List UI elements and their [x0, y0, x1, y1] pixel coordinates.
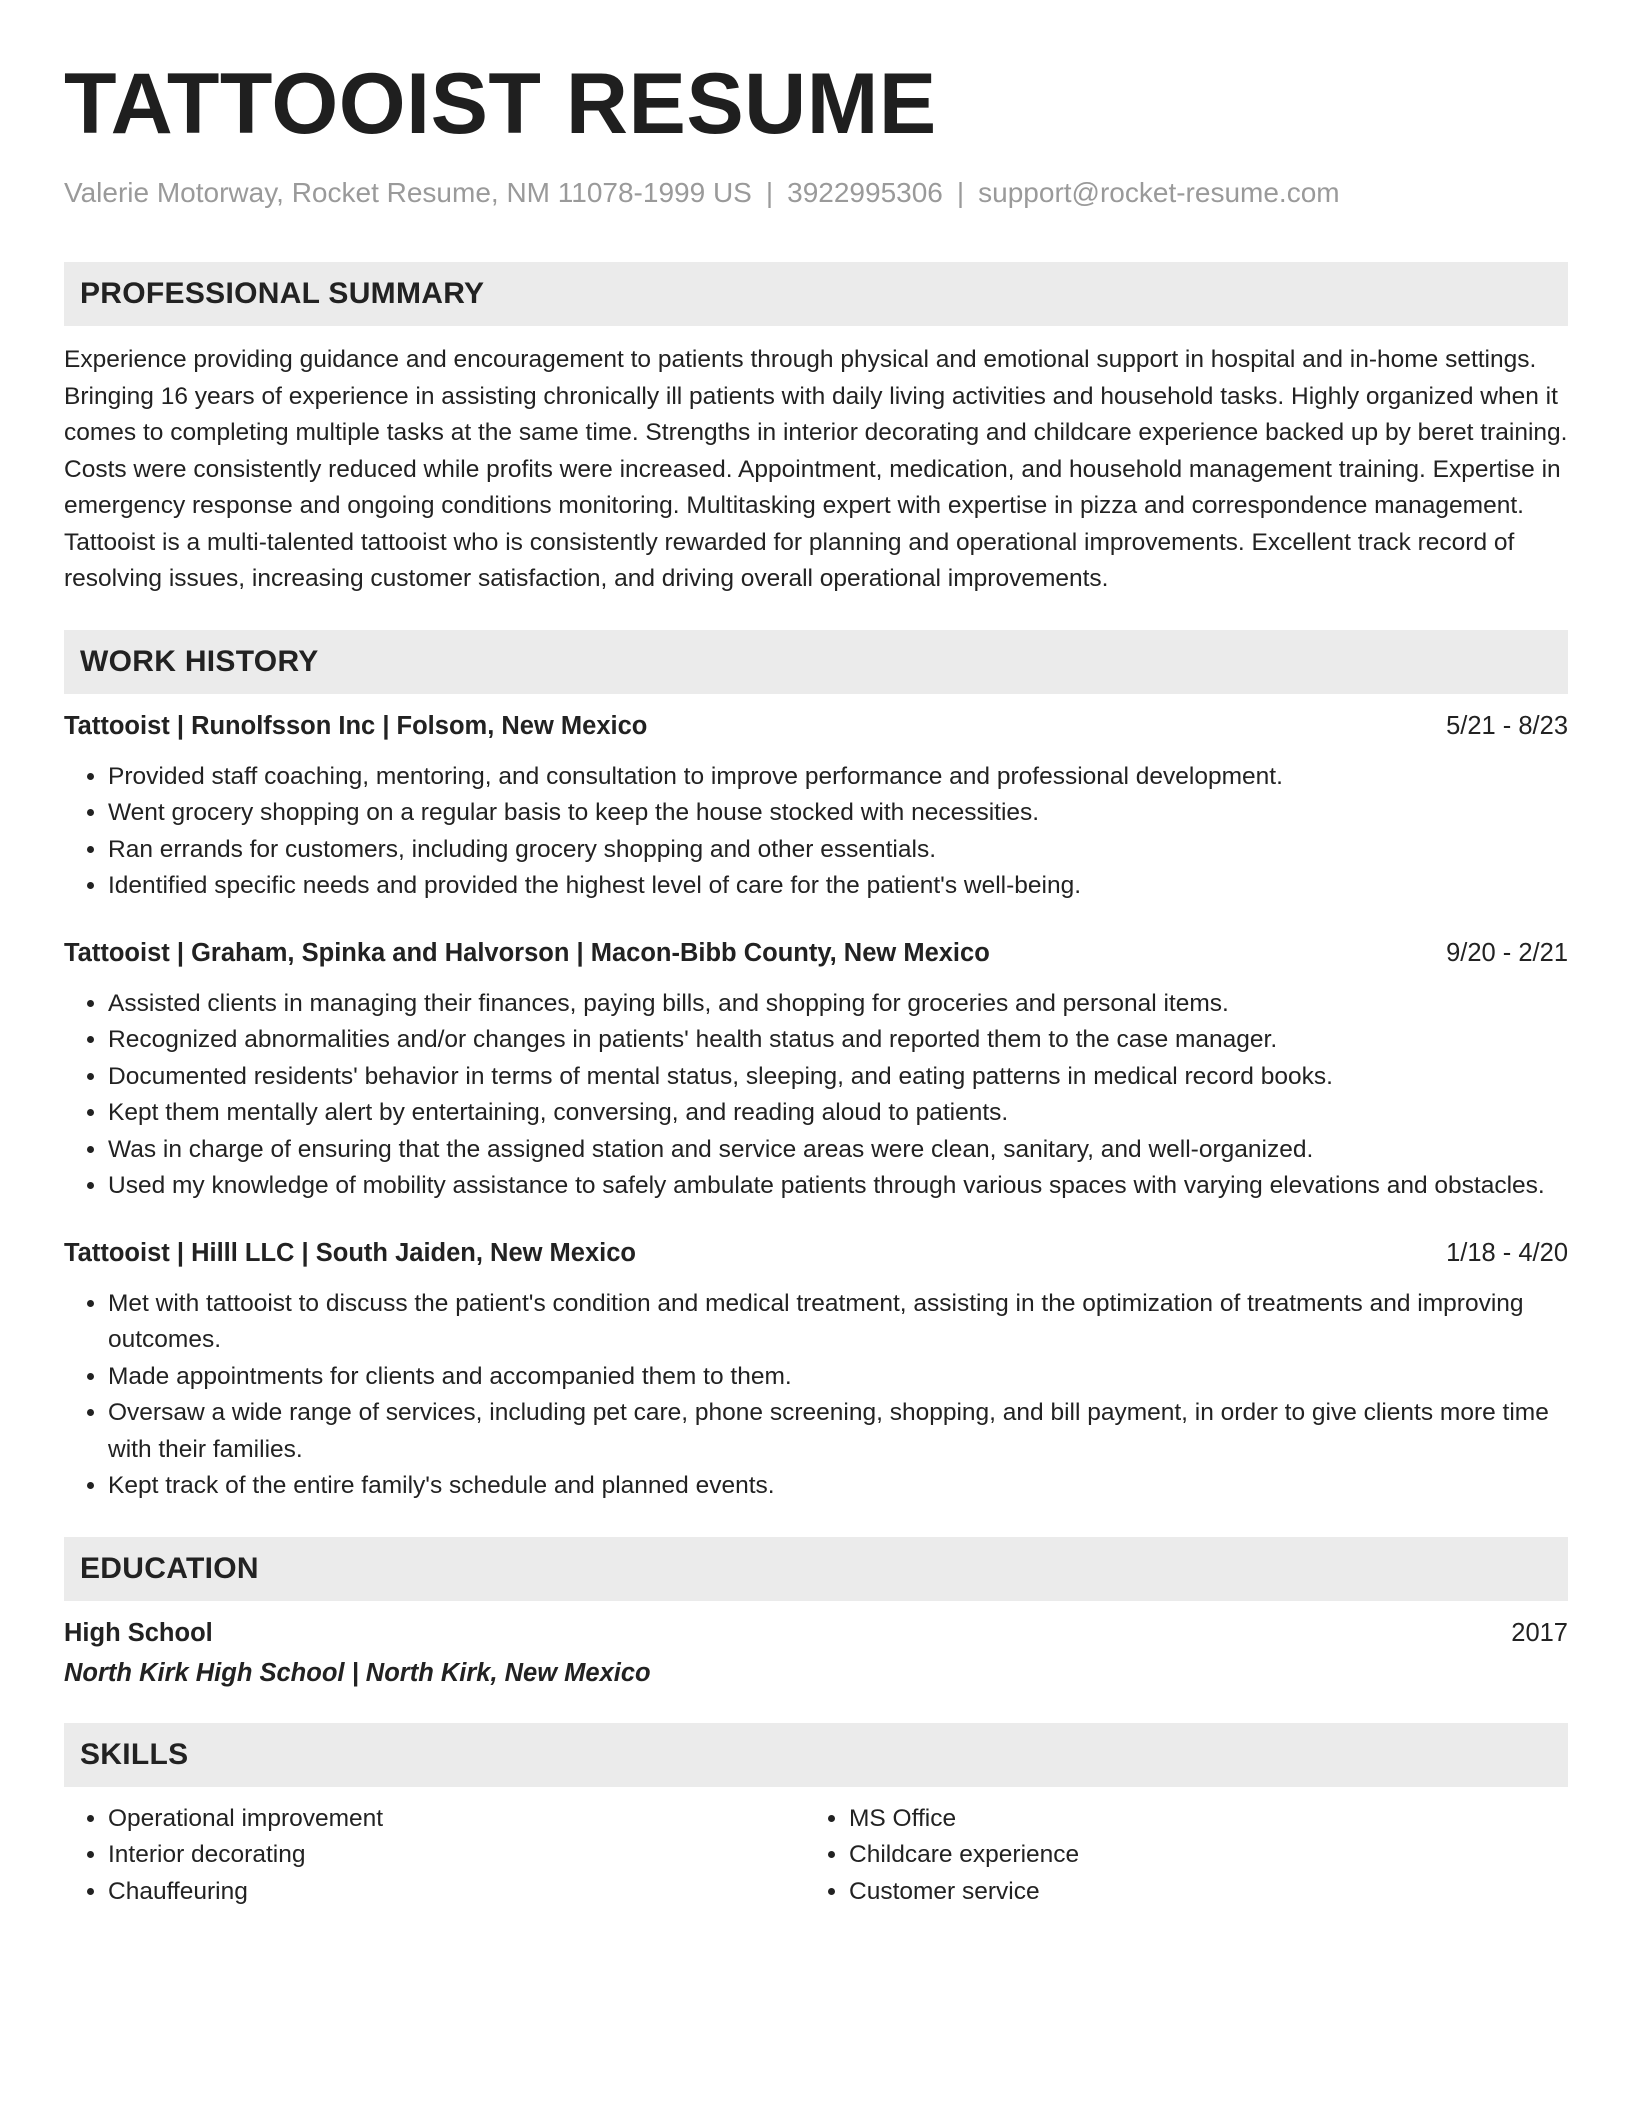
section-header-skills: SKILLS — [64, 1723, 1568, 1787]
skill-item: • Chauffeuring — [108, 1874, 805, 1911]
resume-title: TATTOOIST RESUME — [64, 56, 937, 152]
job-bullet: • Oversaw a wide range of services, including pet care, phone screening, shopping, and bill payment, in order to give clients more time with their families. — [108, 1395, 1568, 1468]
job-bullet: • Used my knowledge of mobility assistance to safely ambulate patients through various spaces with varying elevations and obstacles. — [108, 1168, 1568, 1205]
job-dates: 5/21 - 8/23 — [1446, 711, 1568, 740]
education-year: 2017 — [1511, 1618, 1568, 1647]
skill-item: • Operational improvement — [108, 1801, 805, 1838]
job-bullet: • Kept them mentally alert by entertaining, conversing, and reading aloud to patients. — [108, 1095, 1568, 1132]
contact-address: Valerie Motorway, Rocket Resume, NM 11078-1999 US — [64, 177, 752, 208]
job-dates: 1/18 - 4/20 — [1446, 1238, 1568, 1267]
skill-item: • MS Office — [849, 1801, 1546, 1838]
job-bullet: • Went grocery shopping on a regular basis to keep the house stocked with necessities. — [108, 795, 1568, 832]
contact-line — [64, 176, 1568, 210]
education-degree: High School — [64, 1618, 213, 1647]
contact-separator: | — [956, 177, 965, 208]
job-dates: 9/20 - 2/21 — [1446, 938, 1568, 967]
job-header — [64, 1235, 1568, 1271]
job-bullet: • Documented residents' behavior in terms of mental status, sleeping, and eating patterns in medical record books. — [108, 1059, 1568, 1096]
job-entry — [64, 1235, 1568, 1505]
summary-text: Experience providing guidance and encouragement to patients through physical and emotional support in hospital and in-home settings. Bringing 16 years of experience in assisting chronically ill patients with daily living activities and household tasks. Highly organized when it comes to completing multiple tasks at the same time. Strengths in interior decorating and childcare experience backed up by beret training. Costs were consistently reduced while profits were increased. Appointment, medication, and household management training. Expertise in emergency response and ongoing conditions monitoring. Multitasking expert with expertise in pizza and correspondence management. Tattooist is a multi-talented tattooist who is consistently rewarded for planning and operational improvements. Excellent track record of resolving issues, increasing customer satisfaction, and driving overall operational improvements. — [64, 346, 1568, 592]
skills-column-right — [805, 1801, 1546, 1911]
job-bullets — [64, 986, 1568, 1205]
job-bullets — [64, 1286, 1568, 1505]
job-bullet: • Met with tattooist to discuss the patient's condition and medical treatment, assisting in the optimization of treatments and improving outcomes. — [108, 1286, 1568, 1359]
job-entry — [64, 935, 1568, 1205]
job-bullets — [64, 759, 1568, 905]
skill-item: • Interior decorating — [108, 1837, 805, 1874]
education-header — [64, 1615, 1568, 1651]
contact-phone: 3922995306 — [787, 177, 943, 208]
job-entry — [64, 708, 1568, 905]
skill-item: • Childcare experience — [849, 1837, 1546, 1874]
job-bullet: • Assisted clients in managing their finances, paying bills, and shopping for groceries and personal items. — [108, 986, 1568, 1023]
job-bullet: • Recognized abnormalities and/or changes in patients' health status and reported them to the case manager. — [108, 1022, 1568, 1059]
section-header-work-history: WORK HISTORY — [64, 630, 1568, 694]
job-title: Tattooist | Graham, Spinka and Halvorson | Macon-Bibb County, New Mexico — [64, 938, 990, 967]
job-bullet: • Kept track of the entire family's schedule and planned events. — [108, 1468, 1568, 1505]
education-school: North Kirk High School | North Kirk, New Mexico — [64, 1658, 651, 1687]
job-bullet: • Provided staff coaching, mentoring, and consultation to improve performance and professional development. — [108, 759, 1568, 796]
section-header-summary: PROFESSIONAL SUMMARY — [64, 262, 1568, 326]
job-bullet: • Was in charge of ensuring that the assigned station and service areas were clean, sanitary, and well-organized. — [108, 1132, 1568, 1169]
job-title: Tattooist | Runolfsson Inc | Folsom, New Mexico — [64, 711, 648, 740]
section-header-education: EDUCATION — [64, 1537, 1568, 1601]
education-entry — [64, 1615, 1568, 1691]
contact-separator: | — [765, 177, 774, 208]
job-bullet: • Identified specific needs and provided the highest level of care for the patient's well-being. — [108, 868, 1568, 905]
contact-email: support@rocket-resume.com — [978, 177, 1340, 208]
job-bullet: • Made appointments for clients and accompanied them to them. — [108, 1359, 1568, 1396]
job-header — [64, 708, 1568, 744]
job-title: Tattooist | Hilll LLC | South Jaiden, New Mexico — [64, 1238, 637, 1267]
skill-item: • Customer service — [849, 1874, 1546, 1911]
skills-list — [64, 1801, 1568, 1911]
skills-column-left — [64, 1801, 805, 1911]
job-header — [64, 935, 1568, 971]
job-bullet: • Ran errands for customers, including grocery shopping and other essentials. — [108, 832, 1568, 869]
